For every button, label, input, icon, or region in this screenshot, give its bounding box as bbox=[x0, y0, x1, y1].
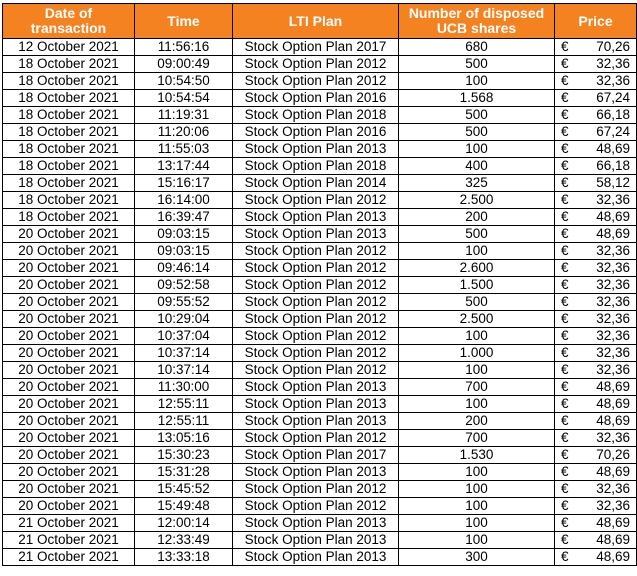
table-row bbox=[3, 532, 637, 549]
cell-date: 20 October 2021 bbox=[3, 243, 135, 260]
table-row bbox=[3, 498, 637, 515]
currency-symbol: € bbox=[561, 413, 569, 428]
cell-shares: 1.530 bbox=[399, 447, 555, 464]
cell-time: 15:16:17 bbox=[135, 175, 233, 192]
price-amount: 32,36 bbox=[596, 56, 630, 71]
price-amount: 32,36 bbox=[596, 243, 630, 258]
cell-shares: 1.000 bbox=[399, 345, 555, 362]
price-amount: 67,24 bbox=[596, 90, 630, 105]
cell-price bbox=[555, 124, 637, 141]
cell-shares: 100 bbox=[399, 328, 555, 345]
table-row bbox=[3, 277, 637, 294]
currency-symbol: € bbox=[561, 192, 569, 207]
cell-price bbox=[555, 56, 637, 73]
price-amount: 48,69 bbox=[596, 396, 630, 411]
price-amount: 32,36 bbox=[596, 498, 630, 513]
cell-lti-plan: Stock Option Plan 2016 bbox=[233, 124, 399, 141]
cell-time: 09:03:15 bbox=[135, 243, 233, 260]
header-lti-plan: LTI Plan bbox=[233, 4, 399, 39]
cell-shares: 100 bbox=[399, 481, 555, 498]
header-time: Time bbox=[135, 4, 233, 39]
cell-date: 20 October 2021 bbox=[3, 362, 135, 379]
cell-date: 21 October 2021 bbox=[3, 532, 135, 549]
cell-shares: 500 bbox=[399, 124, 555, 141]
price-amount: 32,36 bbox=[596, 328, 630, 343]
table-row bbox=[3, 345, 637, 362]
cell-lti-plan: Stock Option Plan 2013 bbox=[233, 226, 399, 243]
cell-shares: 1.568 bbox=[399, 90, 555, 107]
cell-time: 16:14:00 bbox=[135, 192, 233, 209]
price-amount: 67,24 bbox=[596, 124, 630, 139]
price-amount: 32,36 bbox=[596, 73, 630, 88]
table-row bbox=[3, 481, 637, 498]
price-amount: 48,69 bbox=[596, 464, 630, 479]
cell-date: 18 October 2021 bbox=[3, 175, 135, 192]
cell-lti-plan: Stock Option Plan 2012 bbox=[233, 192, 399, 209]
cell-price bbox=[555, 464, 637, 481]
cell-date: 20 October 2021 bbox=[3, 413, 135, 430]
cell-time: 10:54:54 bbox=[135, 90, 233, 107]
cell-shares: 100 bbox=[399, 464, 555, 481]
cell-price bbox=[555, 396, 637, 413]
cell-time: 10:29:04 bbox=[135, 311, 233, 328]
cell-shares: 400 bbox=[399, 158, 555, 175]
cell-price bbox=[555, 226, 637, 243]
price-amount: 48,69 bbox=[596, 515, 630, 530]
cell-price bbox=[555, 277, 637, 294]
cell-time: 12:55:11 bbox=[135, 396, 233, 413]
cell-date: 20 October 2021 bbox=[3, 328, 135, 345]
currency-symbol: € bbox=[561, 515, 569, 530]
currency-symbol: € bbox=[561, 549, 569, 564]
cell-price bbox=[555, 447, 637, 464]
cell-time: 11:55:03 bbox=[135, 141, 233, 158]
cell-time: 15:49:48 bbox=[135, 498, 233, 515]
cell-shares: 325 bbox=[399, 175, 555, 192]
cell-price bbox=[555, 498, 637, 515]
price-amount: 32,36 bbox=[596, 294, 630, 309]
cell-time: 12:55:11 bbox=[135, 413, 233, 430]
cell-lti-plan: Stock Option Plan 2012 bbox=[233, 56, 399, 73]
cell-shares: 100 bbox=[399, 141, 555, 158]
price-amount: 70,26 bbox=[596, 39, 630, 54]
currency-symbol: € bbox=[561, 379, 569, 394]
cell-shares: 680 bbox=[399, 39, 555, 56]
table-row bbox=[3, 311, 637, 328]
price-amount: 70,26 bbox=[596, 447, 630, 462]
currency-symbol: € bbox=[561, 430, 569, 445]
table-row bbox=[3, 243, 637, 260]
currency-symbol: € bbox=[561, 396, 569, 411]
cell-price bbox=[555, 158, 637, 175]
cell-shares: 200 bbox=[399, 209, 555, 226]
cell-date: 21 October 2021 bbox=[3, 515, 135, 532]
price-amount: 48,69 bbox=[596, 549, 630, 564]
cell-shares: 500 bbox=[399, 226, 555, 243]
cell-shares: 100 bbox=[399, 362, 555, 379]
table-row bbox=[3, 379, 637, 396]
cell-time: 12:33:49 bbox=[135, 532, 233, 549]
table-row bbox=[3, 396, 637, 413]
cell-shares: 2.500 bbox=[399, 311, 555, 328]
cell-time: 12:00:14 bbox=[135, 515, 233, 532]
header-number-of-shares: Number of disposed UCB shares bbox=[399, 4, 555, 39]
price-amount: 48,69 bbox=[596, 226, 630, 241]
table-row bbox=[3, 192, 637, 209]
price-amount: 58,12 bbox=[596, 175, 630, 190]
currency-symbol: € bbox=[561, 498, 569, 513]
price-amount: 32,36 bbox=[596, 311, 630, 326]
cell-time: 10:37:14 bbox=[135, 362, 233, 379]
cell-lti-plan: Stock Option Plan 2012 bbox=[233, 328, 399, 345]
table-row bbox=[3, 328, 637, 345]
cell-shares: 100 bbox=[399, 515, 555, 532]
table-row bbox=[3, 124, 637, 141]
cell-lti-plan: Stock Option Plan 2018 bbox=[233, 158, 399, 175]
cell-shares: 100 bbox=[399, 73, 555, 90]
cell-time: 10:37:14 bbox=[135, 345, 233, 362]
currency-symbol: € bbox=[561, 90, 569, 105]
currency-symbol: € bbox=[561, 226, 569, 241]
cell-time: 15:31:28 bbox=[135, 464, 233, 481]
cell-time: 11:20:06 bbox=[135, 124, 233, 141]
cell-price bbox=[555, 39, 637, 56]
cell-price bbox=[555, 345, 637, 362]
cell-time: 13:05:16 bbox=[135, 430, 233, 447]
table-row bbox=[3, 260, 637, 277]
table-row bbox=[3, 175, 637, 192]
price-amount: 48,69 bbox=[596, 379, 630, 394]
cell-lti-plan: Stock Option Plan 2012 bbox=[233, 362, 399, 379]
price-amount: 66,18 bbox=[596, 158, 630, 173]
cell-lti-plan: Stock Option Plan 2016 bbox=[233, 90, 399, 107]
cell-shares: 100 bbox=[399, 396, 555, 413]
cell-price bbox=[555, 141, 637, 158]
cell-lti-plan: Stock Option Plan 2012 bbox=[233, 260, 399, 277]
cell-time: 09:52:58 bbox=[135, 277, 233, 294]
cell-shares: 300 bbox=[399, 549, 555, 566]
cell-lti-plan: Stock Option Plan 2013 bbox=[233, 413, 399, 430]
cell-date: 18 October 2021 bbox=[3, 141, 135, 158]
cell-shares: 100 bbox=[399, 243, 555, 260]
cell-price bbox=[555, 192, 637, 209]
cell-shares: 100 bbox=[399, 532, 555, 549]
cell-lti-plan: Stock Option Plan 2012 bbox=[233, 73, 399, 90]
cell-lti-plan: Stock Option Plan 2012 bbox=[233, 430, 399, 447]
table-row bbox=[3, 158, 637, 175]
currency-symbol: € bbox=[561, 328, 569, 343]
cell-price bbox=[555, 90, 637, 107]
cell-price bbox=[555, 532, 637, 549]
cell-lti-plan: Stock Option Plan 2013 bbox=[233, 396, 399, 413]
transactions-table bbox=[2, 3, 637, 566]
currency-symbol: € bbox=[561, 481, 569, 496]
cell-date: 18 October 2021 bbox=[3, 209, 135, 226]
price-amount: 32,36 bbox=[596, 481, 630, 496]
table-row bbox=[3, 362, 637, 379]
cell-date: 20 October 2021 bbox=[3, 396, 135, 413]
table-row bbox=[3, 73, 637, 90]
price-amount: 32,36 bbox=[596, 430, 630, 445]
cell-date: 21 October 2021 bbox=[3, 549, 135, 566]
price-amount: 32,36 bbox=[596, 192, 630, 207]
cell-date: 18 October 2021 bbox=[3, 158, 135, 175]
table-row bbox=[3, 515, 637, 532]
cell-date: 20 October 2021 bbox=[3, 464, 135, 481]
table-row bbox=[3, 90, 637, 107]
price-amount: 32,36 bbox=[596, 260, 630, 275]
currency-symbol: € bbox=[561, 175, 569, 190]
currency-symbol: € bbox=[561, 311, 569, 326]
cell-price bbox=[555, 294, 637, 311]
cell-shares: 100 bbox=[399, 498, 555, 515]
cell-price bbox=[555, 243, 637, 260]
table-row bbox=[3, 107, 637, 124]
cell-lti-plan: Stock Option Plan 2012 bbox=[233, 311, 399, 328]
price-amount: 48,69 bbox=[596, 209, 630, 224]
price-amount: 48,69 bbox=[596, 413, 630, 428]
cell-price bbox=[555, 175, 637, 192]
cell-shares: 500 bbox=[399, 56, 555, 73]
cell-date: 20 October 2021 bbox=[3, 260, 135, 277]
cell-price bbox=[555, 549, 637, 566]
cell-lti-plan: Stock Option Plan 2017 bbox=[233, 39, 399, 56]
currency-symbol: € bbox=[561, 362, 569, 377]
cell-time: 13:33:18 bbox=[135, 549, 233, 566]
cell-lti-plan: Stock Option Plan 2017 bbox=[233, 447, 399, 464]
cell-lti-plan: Stock Option Plan 2014 bbox=[233, 175, 399, 192]
currency-symbol: € bbox=[561, 56, 569, 71]
cell-date: 18 October 2021 bbox=[3, 90, 135, 107]
cell-date: 20 October 2021 bbox=[3, 277, 135, 294]
table-row bbox=[3, 413, 637, 430]
cell-lti-plan: Stock Option Plan 2018 bbox=[233, 107, 399, 124]
cell-price bbox=[555, 311, 637, 328]
table-row bbox=[3, 294, 637, 311]
table-row bbox=[3, 430, 637, 447]
cell-time: 09:00:49 bbox=[135, 56, 233, 73]
cell-lti-plan: Stock Option Plan 2013 bbox=[233, 141, 399, 158]
cell-time: 16:39:47 bbox=[135, 209, 233, 226]
currency-symbol: € bbox=[561, 209, 569, 224]
cell-price bbox=[555, 481, 637, 498]
cell-date: 20 October 2021 bbox=[3, 294, 135, 311]
cell-shares: 500 bbox=[399, 107, 555, 124]
cell-price bbox=[555, 73, 637, 90]
cell-shares: 700 bbox=[399, 430, 555, 447]
cell-date: 20 October 2021 bbox=[3, 481, 135, 498]
cell-time: 11:30:00 bbox=[135, 379, 233, 396]
currency-symbol: € bbox=[561, 124, 569, 139]
price-amount: 32,36 bbox=[596, 345, 630, 360]
cell-lti-plan: Stock Option Plan 2012 bbox=[233, 277, 399, 294]
currency-symbol: € bbox=[561, 345, 569, 360]
cell-shares: 2.600 bbox=[399, 260, 555, 277]
cell-time: 15:45:52 bbox=[135, 481, 233, 498]
cell-time: 10:54:50 bbox=[135, 73, 233, 90]
cell-date: 20 October 2021 bbox=[3, 379, 135, 396]
cell-date: 20 October 2021 bbox=[3, 311, 135, 328]
cell-price bbox=[555, 260, 637, 277]
cell-lti-plan: Stock Option Plan 2013 bbox=[233, 379, 399, 396]
cell-lti-plan: Stock Option Plan 2013 bbox=[233, 532, 399, 549]
price-amount: 32,36 bbox=[596, 277, 630, 292]
currency-symbol: € bbox=[561, 39, 569, 54]
cell-lti-plan: Stock Option Plan 2013 bbox=[233, 464, 399, 481]
currency-symbol: € bbox=[561, 277, 569, 292]
currency-symbol: € bbox=[561, 73, 569, 88]
cell-price bbox=[555, 413, 637, 430]
header-price: Price bbox=[555, 4, 637, 39]
currency-symbol: € bbox=[561, 447, 569, 462]
table-header-row bbox=[3, 4, 637, 39]
cell-price bbox=[555, 430, 637, 447]
currency-symbol: € bbox=[561, 294, 569, 309]
cell-time: 09:46:14 bbox=[135, 260, 233, 277]
cell-time: 09:55:52 bbox=[135, 294, 233, 311]
table-body bbox=[3, 39, 637, 566]
table-row bbox=[3, 56, 637, 73]
cell-lti-plan: Stock Option Plan 2012 bbox=[233, 481, 399, 498]
cell-time: 13:17:44 bbox=[135, 158, 233, 175]
currency-symbol: € bbox=[561, 532, 569, 547]
cell-time: 10:37:04 bbox=[135, 328, 233, 345]
header-date: Date of transaction bbox=[3, 4, 135, 39]
cell-lti-plan: Stock Option Plan 2012 bbox=[233, 294, 399, 311]
cell-lti-plan: Stock Option Plan 2012 bbox=[233, 345, 399, 362]
cell-date: 18 October 2021 bbox=[3, 73, 135, 90]
currency-symbol: € bbox=[561, 107, 569, 122]
table-row bbox=[3, 549, 637, 566]
cell-date: 20 October 2021 bbox=[3, 498, 135, 515]
price-amount: 66,18 bbox=[596, 107, 630, 122]
cell-date: 20 October 2021 bbox=[3, 345, 135, 362]
table-row bbox=[3, 209, 637, 226]
table-row bbox=[3, 226, 637, 243]
cell-lti-plan: Stock Option Plan 2013 bbox=[233, 209, 399, 226]
price-amount: 48,69 bbox=[596, 532, 630, 547]
price-amount: 32,36 bbox=[596, 362, 630, 377]
cell-price bbox=[555, 362, 637, 379]
cell-date: 18 October 2021 bbox=[3, 107, 135, 124]
cell-time: 11:56:16 bbox=[135, 39, 233, 56]
cell-time: 11:19:31 bbox=[135, 107, 233, 124]
cell-time: 09:03:15 bbox=[135, 226, 233, 243]
currency-symbol: € bbox=[561, 141, 569, 156]
currency-symbol: € bbox=[561, 464, 569, 479]
cell-date: 18 October 2021 bbox=[3, 192, 135, 209]
cell-shares: 500 bbox=[399, 294, 555, 311]
cell-shares: 1.500 bbox=[399, 277, 555, 294]
table-row bbox=[3, 39, 637, 56]
cell-shares: 200 bbox=[399, 413, 555, 430]
table-row bbox=[3, 141, 637, 158]
cell-date: 20 October 2021 bbox=[3, 447, 135, 464]
cell-lti-plan: Stock Option Plan 2012 bbox=[233, 243, 399, 260]
table-row bbox=[3, 464, 637, 481]
cell-time: 15:30:23 bbox=[135, 447, 233, 464]
price-amount: 48,69 bbox=[596, 141, 630, 156]
cell-date: 20 October 2021 bbox=[3, 430, 135, 447]
cell-price bbox=[555, 107, 637, 124]
cell-shares: 2.500 bbox=[399, 192, 555, 209]
currency-symbol: € bbox=[561, 243, 569, 258]
cell-shares: 700 bbox=[399, 379, 555, 396]
cell-lti-plan: Stock Option Plan 2013 bbox=[233, 515, 399, 532]
cell-date: 18 October 2021 bbox=[3, 56, 135, 73]
cell-price bbox=[555, 379, 637, 396]
cell-date: 18 October 2021 bbox=[3, 124, 135, 141]
cell-price bbox=[555, 328, 637, 345]
currency-symbol: € bbox=[561, 158, 569, 173]
cell-lti-plan: Stock Option Plan 2012 bbox=[233, 498, 399, 515]
currency-symbol: € bbox=[561, 260, 569, 275]
cell-date: 12 October 2021 bbox=[3, 39, 135, 56]
cell-price bbox=[555, 209, 637, 226]
cell-date: 20 October 2021 bbox=[3, 226, 135, 243]
table-row bbox=[3, 447, 637, 464]
cell-price bbox=[555, 515, 637, 532]
cell-lti-plan: Stock Option Plan 2013 bbox=[233, 549, 399, 566]
